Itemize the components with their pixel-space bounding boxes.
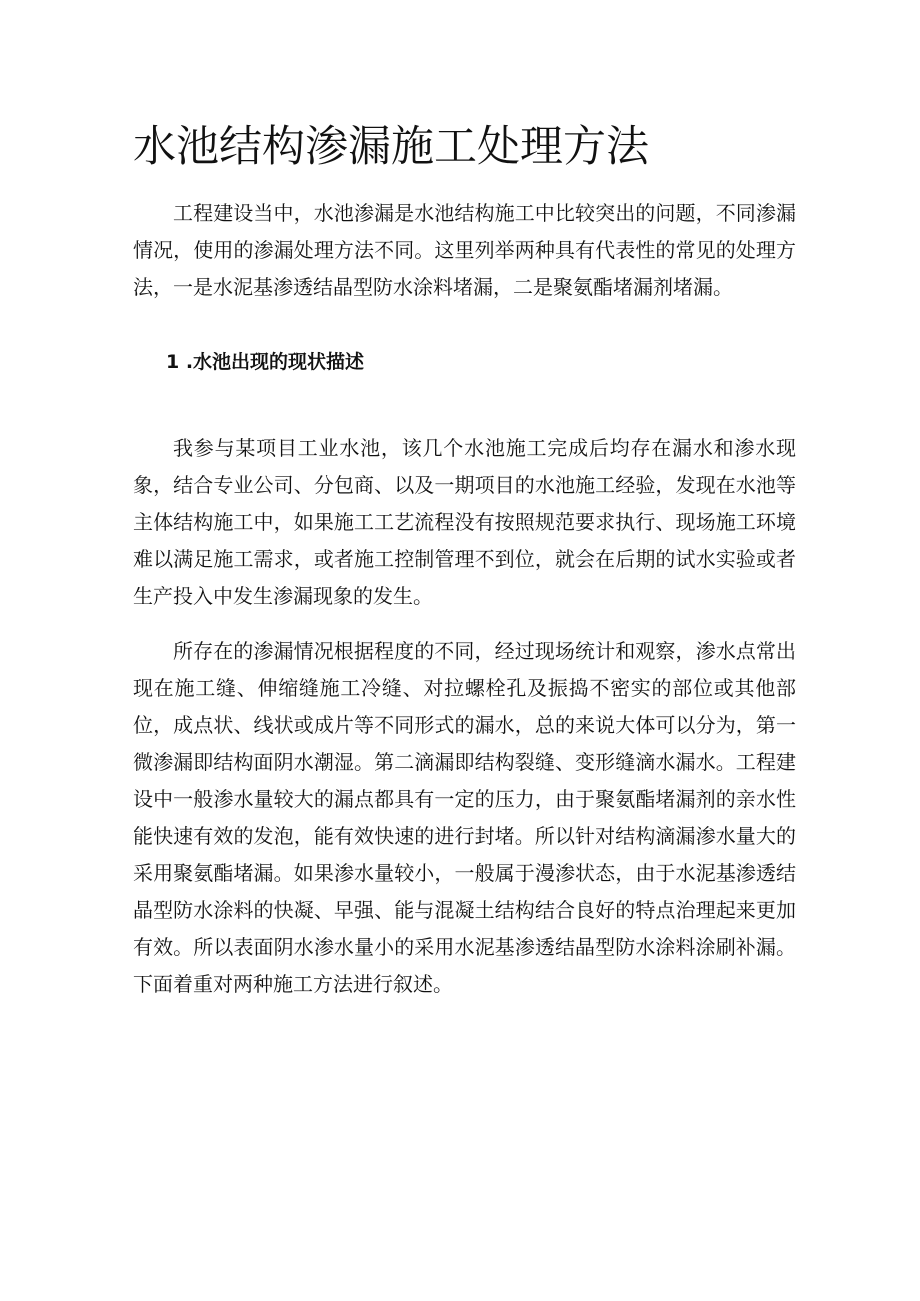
body-paragraph: 我参与某项目工业水池，该几个水池施工完成后均存在漏水和渗水现象，结合专业公司、分包商、以及一期项目的水池施工经验，发现在水池等主体结构施工中，如果施工工艺流程没有按照规范要求执行、现场施工环境难以满足施工需求，或者施工控制管理不到位，就会在后期的试水实验或者生产投入中发生渗漏现象的发生。 [133, 436, 796, 608]
body-paragraph: 所存在的渗漏情况根据程度的不同，经过现场统计和观察，渗水点常出现在施工缝、伸缩缝施工冷缝、对拉螺栓孔及振捣不密实的部位或其他部位，成点状、线状或成片等不同形式的漏水，总的来说大体可以分为，第一微渗漏即结构面阴水潮湿。第二滴漏即结构裂缝、变形缝滴水漏水。工程建设中一般渗水量较大的漏点都具有一定的压力，由于聚氨酯堵漏剂的亲水性能快速有效的发泡，能有效快速的进行封堵。所以针对结构滴漏渗水量大的采用聚氨酯堵漏。如果渗水量较小，一般属于漫渗状态，由于水泥基渗透结晶型防水涂料的快凝、早强、能与混凝土结构结合良好的特点治理起来更加有效。所以表面阴水渗水量小的采用水泥基渗透结晶型防水涂料涂刷补漏。下面着重对两种施工方法进行叙述。 [133, 639, 796, 996]
section-heading: 1 .水池出现的现状描述 [166, 351, 365, 373]
intro-paragraph: 工程建设当中，水池渗漏是水池结构施工中比较突出的问题，不同渗漏情况，使用的渗漏处理方法不同。这里列举两种具有代表性的常见的处理方法，一是水泥基渗透结晶型防水涂料堵漏，二是聚氨酯堵漏剂堵漏。 [133, 201, 796, 299]
document-title: 水池结构渗漏施工处理方法 [133, 122, 649, 172]
